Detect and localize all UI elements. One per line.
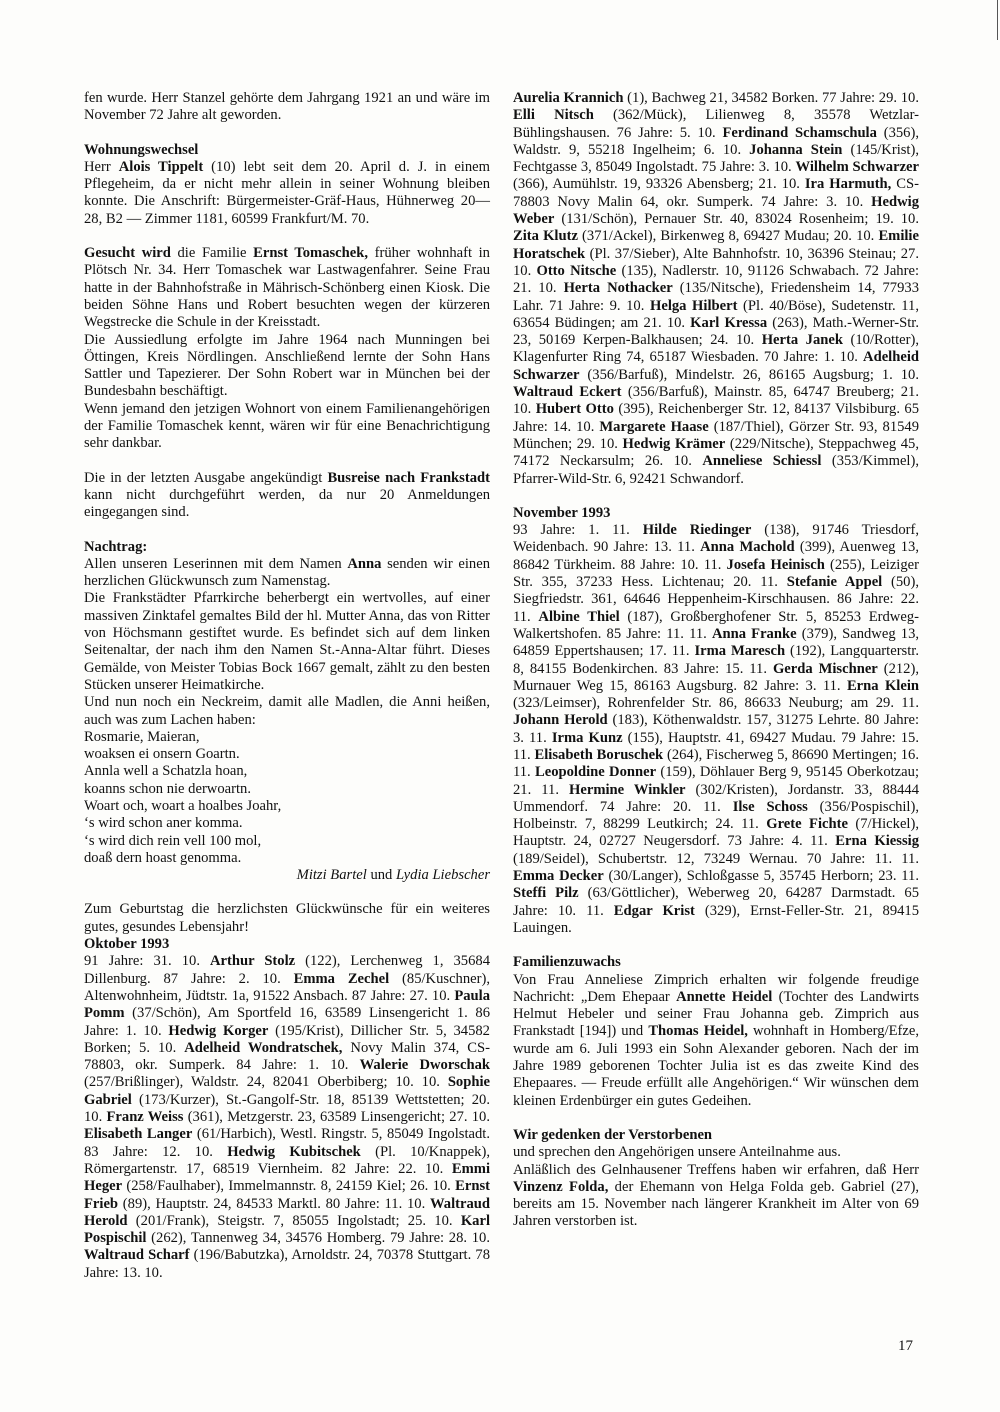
entry-text: (356/Barfuß), Mindelstr. 26, 86165 Augsburg; 1. 10. (579, 366, 919, 383)
gedenken-line: und sprechen den Angehörigen unsere Anteilnahme aus. (513, 1144, 841, 1161)
birthday-name: Waltraud Herold (84, 1195, 490, 1229)
page-number: 17 (898, 1338, 913, 1354)
entry-text: (Pl. 37/Sieber), Alte Bahnhofstr. 10, 36396 Steinau; 27. 10. (513, 245, 919, 279)
november-birthday-list (513, 522, 919, 937)
entry-text: (7/Hickel), Hauptstr. 24, 02727 Neugersdorf. 73 Jahre: 4. 11. (513, 816, 919, 850)
birthday-name: Irma Kunz (551, 729, 623, 746)
gesucht-rest: früher wohnhaft in Plötsch Nr. 34. Herr Tomaschek war Lastwagenfahrer. Seine Frau hatte in der Bahnhofstraße in Mährisch-Schönberg einen Kiosk. Die beiden Söhne Hans und Robert besuchten wegen der kürzeren Wegstrecke die Schule in der Kreisstadt. (84, 245, 490, 331)
birthday-name: Hedwig Korger (168, 1022, 269, 1039)
entry-text: (30/Langer), Schloßgasse 5, 35745 Herborn; 23. 11. (603, 868, 919, 885)
birthday-name: Erna Klein (846, 677, 920, 694)
entry-text: (192), Langquarterstr. 8, 84155 Bodenkirchen. 83 Jahre: 15. 11. (513, 643, 919, 677)
wohnung-name: Alois Tippelt (118, 158, 204, 175)
entry-text: (135/Nitsche), Friedensheim 14, 77933 Lahr. 71 Jahre: 9. 10. (513, 280, 919, 314)
entry-text: (353/Kimmel), Pfarrer-Wild-Str. 6, 92421 Schwandorf. (513, 453, 919, 487)
poem-line: ‘s wird schon aner komma. (84, 815, 243, 832)
birthday-name: Hedwig Kubitschek (227, 1143, 361, 1160)
entry-text: (257/Brißlinger), Waldstr. 24, 82041 Oberbiberg; 10. 10. (84, 1074, 448, 1091)
poem-line: doaß dern hoast genomma. (84, 849, 242, 866)
entry-text: (399), Auenweg 13, 86842 Türkheim. 88 Jahre: 10. 11. (513, 539, 919, 573)
november-heading: November 1993 (513, 504, 611, 521)
birthday-name: Karl Pospischil (84, 1212, 490, 1247)
poem-line: koanns schon nie derwoartn. (84, 780, 251, 797)
birthday-name: Steffi Pilz (513, 885, 579, 902)
entry-text: (183), Köthenwaldstr. 157, 31275 Lehrte. 80 Jahre: 3. 11. (513, 712, 919, 746)
entry-text: (361), Metzgerstr. 23, 63589 Linsengericht; 27. 10. (183, 1109, 491, 1126)
entry-text: (131/Schön), Pernauer Str. 40, 83024 Rosenheim; 19. 10. (554, 211, 919, 228)
entry-text: (212), Murnauer Weg 15, 86163 Augsburg. 82 Jahre: 3. 11. (513, 660, 919, 694)
birthday-name: Sophie Gabriel (84, 1074, 490, 1108)
entry-text: (61/Harbich), Westl. Ringstr. 5, 85049 Ingolstadt. 83 Jahre: 12. 10. (84, 1126, 490, 1160)
birthday-name: Hermine Winkler (569, 781, 686, 798)
wohnung-paragraph (84, 159, 490, 228)
entry-text: (89), Hauptstr. 24, 84533 Marktl. 80 Jahre: 11. 10. (118, 1195, 430, 1212)
entry-text: (85/Kuschner), Altenwohnheim, Jüdtstr. 1a, 91522 Ansbach. 87 Jahre: 27. 10. (84, 970, 490, 1004)
familien-name-thomas: Thomas Heidel, (648, 1023, 748, 1040)
left-column (84, 90, 490, 1282)
birthday-name: Margarete Haase (599, 418, 709, 435)
entry-text: (138), 91746 Triesdorf, Weidenbach. 90 Jahre: 13. 11. (513, 522, 919, 556)
wohnung-heading: Wohnungswechsel (84, 141, 199, 158)
birthday-name: Anneliese Schiessl (702, 453, 822, 470)
nachtrag-heading: Nachtrag: (84, 538, 148, 555)
birthday-name: Anna Machold (700, 539, 795, 556)
entry-text: (379), Sandweg 13, 64859 Eppertshausen; 17. 11. (513, 625, 920, 660)
entry-text: (255), Leiziger Str. 355, 37233 Hess. Lichtenau; 20. 11. (513, 556, 919, 591)
gesucht-paragraph (84, 245, 490, 331)
entry-text: (Pl. 10/Knappek), Römergartenstr. 17, 68519 Viernheim. 82 Jahre: 22. 10. (84, 1143, 490, 1177)
birthday-name: Edgar Krist (613, 902, 695, 919)
entry-text: 93 Jahre: 1. 11. (513, 522, 643, 539)
birthday-name: Franz Weiss (106, 1109, 184, 1126)
nachtrag-post: senden wir einen herzlichen Glückwunsch zum Namenstag. (84, 555, 490, 590)
poem-line: ‘s wird dich rein vell 100 mol, (84, 832, 262, 849)
birthday-name: Stefanie Appel (786, 574, 883, 591)
birthday-name: Wilhelm Schwarzer (795, 159, 919, 176)
poem-line: Rosmarie, Maieran, (84, 728, 200, 745)
gedenken-heading: Wir gedenken der Verstorbenen (513, 1126, 713, 1143)
poem-signature (84, 867, 490, 884)
birthday-name: Josefa Heinisch (726, 556, 825, 573)
entry-text: (323/Leimser), Rohrenfelder Str. 86, 86633 Neuburg; am 29. 11. (513, 695, 919, 712)
nachtrag-paragraph (84, 556, 490, 591)
birthday-name: Hedwig Weber (513, 193, 919, 228)
entry-text: (155), Hauptstr. 41, 69427 Mudau. 79 Jahre: 15. 11. (513, 729, 919, 763)
familienzuwachs-paragraph (513, 972, 919, 1110)
entry-text: (262), Tannenweg 34, 34576 Homberg. 79 Jahre: 28. 10. (146, 1230, 490, 1247)
birthday-name: Herta Janek (761, 332, 843, 349)
entry-text: (159), Döhlauer Berg 9, 95145 Oberkotzau; 21. 11. (513, 764, 919, 798)
entry-text: (135), Nadlerstr. 10, 91126 Schwabach. 72 Jahre: 21. 10. (513, 262, 919, 297)
gedenken-paragraph (513, 1162, 919, 1231)
signature-author-a: Mitzi Bartel (296, 867, 367, 884)
birthday-name: Albine Thiel (538, 608, 620, 625)
bus-pre: Die in der letzten Ausgabe angekündigt (84, 469, 328, 486)
entry-text: (Pl. 40/Böse), Sudetenstr. 11, 63654 Büdingen; am 21. 10. (513, 297, 919, 331)
birthday-name: Emma Zechel (293, 970, 390, 987)
birthday-name: Paula Pomm (84, 987, 490, 1022)
birthday-name: Gerda Mischner (772, 660, 878, 677)
entry-text: (371/Ackel), Birkenweg 8, 69427 Mudau; 20. 10. (577, 228, 879, 245)
wohnung-pre: Herr (84, 158, 119, 175)
birthday-name: Adelheid Schwarzer (513, 349, 919, 383)
birthday-name: Otto Nitsche (536, 262, 617, 279)
bus-post: kann nicht durchgeführt werden, da nur 20 Anmeldungen eingegangen sind. (84, 486, 490, 521)
entry-text: (196/Babutzka), Arnoldstr. 24, 70378 Stuttgart. 78 Jahre: 13. 10. (84, 1247, 490, 1281)
birthday-name: Irma Maresch (694, 643, 786, 660)
entry-text: (366), Aumühlstr. 19, 93326 Abensberg; 21. 10. (513, 176, 805, 193)
entry-text: (201/Frank), Steigstr. 7, 85055 Ingolstadt; 25. 10. (127, 1212, 461, 1229)
birthday-name: Walerie Dworschak (359, 1057, 490, 1074)
entry-text: (195/Krist), Dillicher Str. 5, 34582 Borken; 5. 10. (84, 1022, 490, 1056)
birthday-name: Hedwig Krämer (622, 435, 726, 452)
intro-paragraph: fen wurde. Herr Stanzel gehörte dem Jahrgang 1921 an und wäre im November 72 Jahre alt geworden. (84, 90, 490, 124)
birthday-name: Emilie Horatschek (513, 228, 919, 262)
oktober-birthday-list (84, 953, 490, 1282)
right-column (513, 90, 919, 1231)
entry-text: (362/Mück), Lilienweg 8, 35578 Wetzlar-Bühlingshausen. 76 Jahre: 5. 10. (513, 107, 919, 141)
familien-name-annette: Annette Heidel (676, 988, 773, 1005)
nachtrag-pre: Allen unseren Leserinnen mit dem Namen (84, 555, 348, 572)
gedenken-text: der Ehemann von Helga Folda geb. Gabriel (27), bereits am 15. November nach längerer Krankheit im Alter von 69 Jahren verstorben ist. (513, 1178, 919, 1230)
birthday-name: Helga Hilbert (649, 297, 738, 314)
birthday-name: Aurelia Krannich (513, 90, 624, 106)
birthday-name: Johann Herold (513, 712, 608, 729)
entry-text: Novy Malin 374, CS-78803, okr. Sumperk. 84 Jahre: 1. 10. (84, 1039, 490, 1074)
kirche-paragraph: Die Frankstädter Pfarrkirche beherbergt ein wertvolles, auf einer massiven Zinktafel gemaltes Bild der hl. Mutter Anna, das von Ritter von Höchsmann gestiftet wurde. Es befindet sich auf dem linken Seitenaltar, der nach ihm den Namen St.-Anna-Altar führt. Dieses Gemälde, von Meister Tobias Bock 1667 gemalt, zählt zu den besten Stücken unserer Heimatkirche. (84, 590, 490, 693)
entry-text: (37/Schön), Am Sportfeld 16, 63589 Linsengericht 1. 86 Jahre: 1. 10. (84, 1005, 490, 1039)
bus-bold: Busreise nach Frankstadt (327, 469, 490, 486)
birthday-name: Herta Nothacker (563, 280, 673, 297)
birthday-name: Elisabeth Boruschek (534, 746, 664, 763)
oktober-heading: Oktober 1993 (84, 936, 170, 953)
page-edge-mark (997, 0, 998, 40)
entry-text: (329), Ernst-Feller-Str. 21, 89415 Lauingen. (513, 902, 920, 936)
wohnung-post: (10) lebt seit dem 20. April d. J. in einem Pflegeheim, da er nicht mehr allein in seiner Wohnung bleiben konnte. Die Anschrift: Bürgermeister-Gräf-Haus, Hühnerweg 20—28, B2 — Zimmer 1181, 60599 Frankfurt/M. 70. (84, 158, 490, 227)
entry-text: (229/Nitsche), Steppachweg 45, 74172 Neckarsulm; 26. 10. (513, 435, 920, 470)
entry-text: (263), Math.-Werner-Str. 23, 50169 Kerpen-Balkhausen; 24. 10. (513, 314, 919, 349)
entry-text: (10/Rotter), Klagenfurter Ring 74, 65187 Wiesbaden. 70 Jahre: 1. 10. (513, 332, 919, 366)
gedenken-name: Vinzenz Folda, (513, 1178, 609, 1195)
entry-text: (173/Kurzer), St.-Gangolf-Str. 18, 85139 Wettstetten; 20. 10. (84, 1091, 490, 1126)
entry-text: (356/Barfuß), Mainstr. 85, 64747 Breuberg; 21. 10. (513, 384, 919, 418)
birthday-name: Waltraud Eckert (513, 384, 622, 401)
aussiedlung-paragraph: Die Aussiedlung erfolgte im Jahre 1964 nach Munningen bei Öttingen, Kreis Nördlingen. Anschließend lernte der Sohn Hans Sattler und Tapezierer. Der Sohn Robert war in München bei der Bundesbahn beschäftigt. (84, 331, 490, 400)
birthday-name: Karl Kressa (690, 314, 768, 331)
birthday-name: Ira Harmuth, (804, 176, 892, 193)
birthday-name: Grete Fichte (766, 816, 848, 833)
birthday-name: Waltraud Scharf (84, 1247, 190, 1264)
entry-text: (187/Thiel), Görzer Str. 93, 81549 München; 29. 10. (513, 418, 920, 452)
entry-text: (264), Fischerweg 5, 86690 Mertingen; 16. 11. (513, 746, 919, 781)
birthday-name: Zita Klutz (513, 228, 578, 245)
poem-line: Annla well a Schatzla hoan, (84, 763, 248, 780)
birthday-name: Leopoldine Donner (535, 764, 657, 781)
birthday-name: Emmi Heger (84, 1160, 490, 1195)
birthday-name: Erna Kiessig (835, 833, 919, 850)
signature-author-b: Lydia Liebscher (395, 867, 490, 884)
birthday-name: Elisabeth Langer (84, 1126, 193, 1143)
gesucht-lead: Gesucht wird (84, 245, 171, 262)
entry-text: 91 Jahre: 31. 10. (84, 953, 210, 970)
birthday-name: Johanna Stein (749, 141, 843, 158)
busreise-paragraph (84, 470, 490, 522)
familien-text: Von Frau Anneliese Zimprich erhalten wir folgende freudige Nachricht: „Dem Ehepaar (513, 971, 919, 1005)
gedenken-text: Anläßlich des Gelnhausener Treffens haben wir erfahren, daß Herr (513, 1161, 919, 1178)
entry-text: (63/Göttlicher), Weberweg 20, 64287 Darmstadt. 65 Jahre: 10. 11. (513, 885, 919, 919)
nachtrag-name: Anna (347, 555, 382, 572)
birthday-name: Ernst Frieb (84, 1178, 490, 1212)
entry-text: (145/Krist), Fechtgasse 3, 85049 Ingolstadt. 75 Jahre: 3. 10. (513, 141, 919, 176)
entry-text: (356), Waldstr. 9, 55218 Ingelheim; 6. 10. (513, 124, 919, 158)
birthday-name: Ferdinand Schamschula (722, 124, 877, 141)
entry-text: (189/Seidel), Schubertstr. 12, 73249 Wernau. 70 Jahre: 11. 11. (513, 850, 919, 867)
entry-text: (122), Lerchenweg 1, 35684 Dillenburg. 87 Jahre: 2. 10. (84, 953, 490, 987)
birthday-name: Adelheid Wondratschek, (184, 1039, 343, 1056)
neckreim-paragraph: Und nun noch ein Neckreim, damit alle Madlen, die Anni heißen, auch was zum Lachen haben: (84, 694, 490, 728)
geburtstag-gruss: Zum Geburtstag die herzlichsten Glückwünsche für ein weiteres gutes, gesundes Lebensjahr! (84, 901, 490, 935)
signature-und: und (366, 867, 396, 884)
entry-text: (356/Pospischil), Holbeinstr. 7, 88299 Leutkirch; 24. 11. (513, 798, 919, 833)
entry-text: (258/Faulhaber), Immelmannstr. 8, 24159 Kiel; 26. 10. (122, 1178, 456, 1195)
oktober-birthday-list-continued (513, 90, 919, 488)
birthday-name: Anna Franke (711, 625, 797, 642)
entry-text: (187), Großberghofener Str. 5, 85253 Erdweg-Walkertshofen. 85 Jahre: 11. 11. (513, 608, 919, 642)
entry-text: (50), Siegfriedstr. 361, 64646 Heppenheim-Kirschhausen. 86 Jahre: 22. 11. (513, 574, 919, 625)
birthday-name: Elli Nitsch (513, 107, 594, 124)
birthday-name: Ilse Schoss (732, 798, 808, 815)
entry-text: CS-78803 Novy Malin 64, okr. Sumperk. 74 Jahre: 3. 10. (513, 176, 919, 210)
poem-line: Woart och, woart a hoalbes Joahr, (84, 797, 282, 814)
birthday-name: Emma Decker (513, 868, 604, 885)
entry-text: (395), Reichenberger Str. 12, 84137 Vilsbiburg. 65 Jahre: 14. 10. (513, 401, 920, 435)
birthday-name: Hubert Otto (535, 401, 614, 418)
birthday-name: Arthur Stolz (209, 953, 296, 970)
gesucht-name: Ernst Tomaschek, (253, 245, 369, 262)
familienzuwachs-heading: Familienzuwachs (513, 954, 621, 971)
familien-text: wohnhaft in Homberg/Efze, wurde am 6. Juli 1993 ein Sohn Alexander geboren. Nach der im Jahre 1989 geborenen Tochter Julia ist es das zweite Kind des Ehepaares. — Freude erfüllt alle Angehörigen.“ Wir wünschen dem kleinen Erdenbürger ein gutes Gedeihen. (513, 1023, 920, 1109)
poem-line: woaksen ei onsern Goartn. (84, 746, 240, 763)
birthday-name: Hilde Riedinger (642, 522, 752, 539)
poem (84, 729, 490, 867)
entry-text: (302/Kristen), Jordanstr. 33, 88444 Ummendorf. 74 Jahre: 20. 11. (513, 781, 919, 815)
gesucht-mid: die Familie (170, 245, 254, 262)
entry-text: (1), Bachweg 21, 34582 Borken. 77 Jahre: 29. 10. (623, 90, 919, 106)
wenn-paragraph: Wenn jemand den jetzigen Wohnort von einem Familienangehörigen der Familie Tomaschek kennt, wären wir für eine Benachrichtigung sehr dankbar. (84, 400, 490, 452)
familien-text: (Tochter des Landwirts Helmut Hebeler und seiner Frau Johanna geb. Zimprich aus Frankstadt [194]) und (513, 988, 919, 1040)
